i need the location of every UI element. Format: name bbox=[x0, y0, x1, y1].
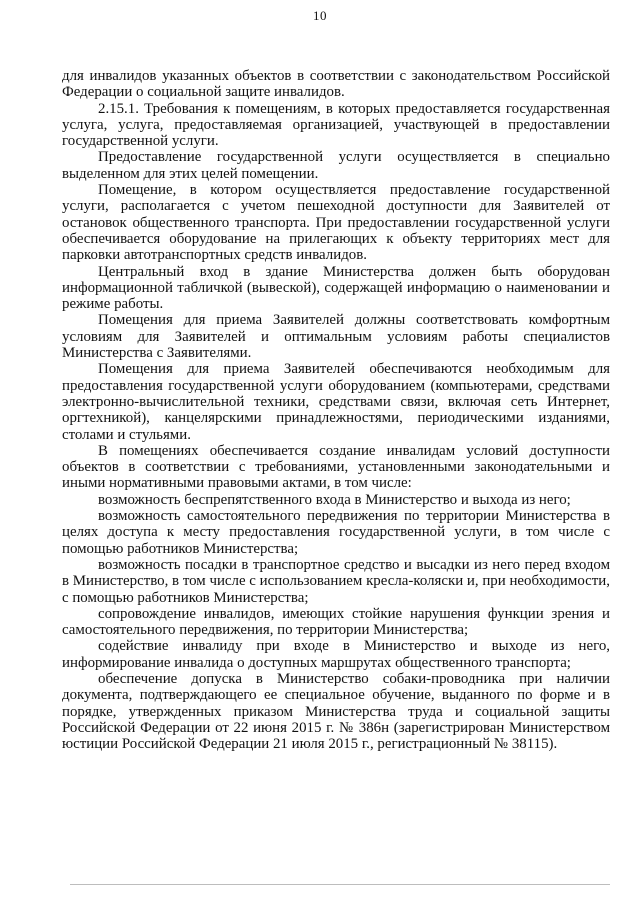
paragraph: Центральный вход в здание Министерства должен быть оборудован информационной табличкой (вывеской), содержащей информацию о наименовании и режиме работы. bbox=[62, 263, 610, 313]
paragraph: В помещениях обеспечивается создание инвалидам условий доступности объектов в соответствии с требованиями, установленными законодательными и иными нормативными правовыми актами, в том числе: bbox=[62, 442, 610, 492]
paragraph: Предоставление государственной услуги осуществляется в специально выделенном для этих целей помещении. bbox=[62, 149, 610, 182]
paragraph: Помещение, в котором осуществляется предоставление государственной услуги, располагается с учетом пешеходной доступности для Заявителей от остановок общественного транспорта. При предоставлении государственной услуги обеспечивается оборудование на прилегающих к объекту территориях мест для парковки автотранспортных средств инвалидов. bbox=[62, 182, 610, 264]
list-item: обеспечение допуска в Министерство собаки-проводника при наличии документа, подтверждающего ее специальное обучение, выданного по форме и в порядке, утвержденных приказом Министерства труда и социальной защиты Российской Федерации от 22 июня 2015 г. № 386н (зарегистрирован Министерством юстиции Российской Федерации 21 июля 2015 г., регистрационный № 38115). bbox=[62, 670, 610, 753]
scan-edge-line bbox=[70, 884, 610, 885]
list-item: сопровождение инвалидов, имеющих стойкие нарушения функции зрения и самостоятельного передвижения, по территории Министерства; bbox=[62, 605, 610, 639]
list-item: возможность беспрепятственного входа в Министерство и выхода из него; bbox=[98, 491, 571, 508]
list-item: содействие инвалиду при входе в Министерство и выходе из него, информирование инвалида о доступных маршрутах общественного транспорта; bbox=[62, 638, 610, 671]
paragraph-continuation: для инвалидов указанных объектов в соответствии с законодательством Российской Федерации о социальной защите инвалидов. bbox=[62, 68, 610, 101]
list-item: возможность самостоятельного передвижения по территории Министерства в целях доступа к месту предоставления государственной услуги, в том числе с помощью работников Министерства; bbox=[62, 508, 610, 557]
body-text bbox=[62, 68, 610, 752]
page-number: 10 bbox=[313, 8, 327, 23]
list-item: возможность посадки в транспортное средство и высадки из него перед входом в Министерство, в том числе с использованием кресла-коляски и, при необходимости, с помощью работников Министерства; bbox=[62, 556, 610, 606]
paragraph-section-2-15-1: 2.15.1. Требования к помещениям, в которых предоставляется государственная услуга, услуга, предоставляемая организацией, участвующей в предоставлении государственной услуги. bbox=[62, 100, 610, 150]
paragraph: Помещения для приема Заявителей обеспечиваются необходимым для предоставления государственной услуги оборудованием (компьютерами, средствами электронно-вычислительной техники, средствами связи, включая сеть Интернет, оргтехникой), канцелярскими принадлежностями, периодическими изданиями, столами и стульями. bbox=[62, 361, 610, 443]
paragraph: Помещения для приема Заявителей должны соответствовать комфортным условиям для Заявителей и оптимальным условиям работы специалистов Министерства с Заявителями. bbox=[62, 312, 610, 362]
